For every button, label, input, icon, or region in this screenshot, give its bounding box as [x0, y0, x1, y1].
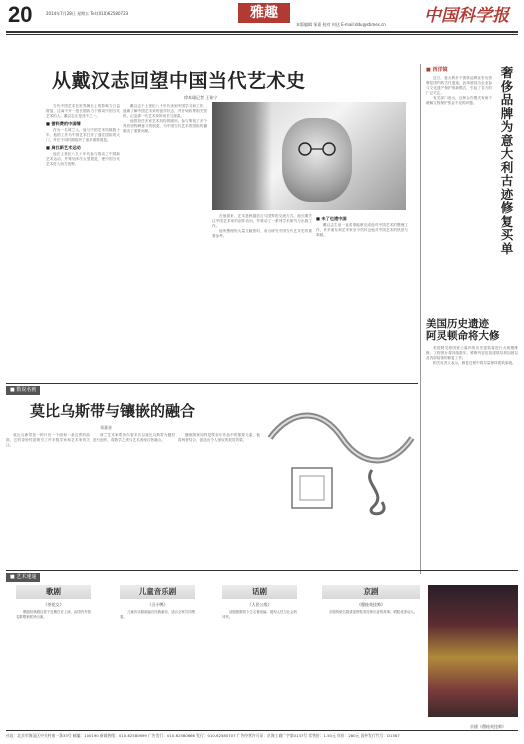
main-byline: 徐本瑜记者 王象宁: [184, 95, 218, 100]
event-card-head: 儿童音乐剧: [120, 585, 195, 599]
article2-headline: 莫比乌斯带与镶嵌的融合: [30, 402, 196, 420]
event-card-head: 京剧: [322, 585, 420, 599]
article2-text-col-3: 镶嵌图案同样是埃舍尔作品中的重要元素，他将两者结合，创造出令人惊叹的视觉效果。: [178, 433, 260, 442]
peking-opera-photo: [428, 585, 518, 717]
photo-caption: 京剧《穆桂英挂帅》: [470, 724, 506, 729]
subhead-3: ■ 未了也遗中国: [316, 216, 347, 221]
subhead-1: ■ 誉料费的中国情: [46, 121, 81, 126]
article2-byline: 邓嘉音: [100, 425, 112, 430]
footer-rule: [6, 730, 518, 731]
art-board-tag: ■ 艺术速递: [6, 573, 40, 582]
mobius-illustration: [262, 398, 418, 522]
main-text-col-4: ■ 未了也遗中国 戴汉志生前一直希望能够完成他对中国艺术的整理工作，许多朋友和艺术家至今仍怀念他对中国艺术的热爱与奉献。: [316, 216, 408, 237]
sidebar-second-title: 美国历史遗迹 阿灵顿命将大修: [426, 318, 500, 342]
event-card-title: 《丑小鸭》: [147, 602, 168, 607]
event-card-title: 《人民公敌》: [247, 602, 272, 607]
event-card-title: 《茶花女》: [43, 602, 64, 607]
event-card-drama[interactable]: [222, 585, 297, 723]
masthead-logo: 中国科学报: [424, 6, 509, 26]
dateline: 2014年7月28日 星期五 Tel:(010)62580723: [46, 11, 129, 16]
event-card-text: 京剧传统名剧讲述穆桂英挂帅出征的故事，唱腔优美动人。: [329, 610, 418, 614]
section-rule: [6, 383, 418, 384]
glasses-icon: [294, 142, 340, 156]
event-card-head: 话剧: [222, 585, 297, 599]
sidebar-text-2: 美国阿灵顿国家公墓内的历史建筑将进行大规模维修，工程预计将持续数年。维修内容包括建筑结构加固以及内部装饰的修复工作。 相关负责人表示，修复过程中将尽量保持建筑原貌。: [426, 346, 518, 365]
article2-text-col-1: 莫比乌斯带是一种只有一个面和一条边界的曲面，它的奇妙性质吸引了许多数学家和艺术家的关注。: [6, 433, 90, 447]
footer-info: 社址：北京市海淀区中关村南一条33号 邮编：100190 新闻热线：010-62580699 广告发行：010-62580666 发行：010-62580707 广告经营许可证：京海工商广字第0137号 零售价：1.50元 年价：280元 国外发行代号：D1587: [6, 733, 400, 738]
article2-text-col-2: 荷兰艺术家埃舍尔曾多次以莫比乌斯带为题材进行创作，将数学之美与艺术表现巧妙融合。: [93, 433, 175, 442]
event-card-text: 歌剧经典剧目将于近期在京上演，由国内外知名歌唱家联袂出演。: [16, 610, 91, 619]
main-text-col-1: 当代中国艺术在世界舞台上的影响力日益增加，这离不开一批长期致力于推动中国当代艺术的人。戴汉志正是其中之一。 ■ 誉料费的中国情 作为一名荷兰人，他与中国艺术结缘数十年，他的工作为中国艺术打开了通往国际的大门，并在不同时期组织了诸多重要展览。 ■ 肩扛新艺术运动 他在上世纪八九十年代参与推动了中国新艺术运动，并策划多次大型展览，使中国当代艺术进入西方视野。: [46, 104, 120, 166]
sidebar-vertical-title: 奢侈品牌为意大利古迹修复买单: [500, 65, 514, 256]
event-card-text: 儿童音乐剧改编自经典童话，适合全家共同观看。: [120, 610, 195, 619]
article2-tag: ■ 数说名画: [6, 386, 40, 395]
header-rule-thin: [6, 34, 518, 35]
art-board-rule: [6, 570, 518, 571]
column-divider: [420, 64, 421, 574]
event-card-musical[interactable]: [120, 585, 195, 723]
main-headline: 从戴汉志回望中国当代艺术史: [52, 70, 306, 92]
section-label: 雅趣: [238, 3, 290, 23]
event-card-text: 话剧根据易卜生名著改编，展现人性与社会的冲突。: [222, 610, 297, 619]
editor-info: 本版编辑 邹嘉 校对 何达 E-mail:ddu@stimes.cn: [296, 22, 386, 27]
header-rule: [6, 31, 518, 33]
portrait-shadow: [212, 102, 272, 210]
event-card-title: 《穆桂英挂帅》: [357, 602, 385, 607]
sidebar-text-1: 近日，意大利多个奢侈品牌宣布出资修复国内的古代遗迹。此举被视为企业参与文化遗产保护的新模式，引起了各方的广泛关注。 有关部门表示，这种合作模式有助于缓解文物保护资金不足的问题。: [426, 76, 492, 105]
page-number: 20: [8, 2, 33, 27]
event-card-head: 歌剧: [16, 585, 91, 599]
main-text-col-3: 在他看来，艺术是跨越语言与国界的交流方式。他长期关注中国艺术家的创作动向，并推动了一系列学术研究与出版工作。 他所整理的大量文献资料，成为研究中国当代艺术史的重要参考。: [212, 214, 312, 238]
portrait-face: [282, 118, 352, 202]
event-card-peking-opera[interactable]: [322, 585, 420, 723]
subhead-2: ■ 肩扛新艺术运动: [46, 145, 81, 150]
main-text-col-2: 戴汉志于上世纪八十年代来到中国学习和工作，逐渐了解中国艺术家的创作状态，并开始收集相关资料，记录那一代艺术家的成长与探索。 他曾担任多家艺术机构的顾问，参与策划了多个具有里程碑意义的展览，为中国当代艺术的国际传播做出了重要贡献。: [123, 104, 207, 133]
sidebar-tag: ■ 西洋镜: [426, 67, 448, 73]
event-card-opera[interactable]: [16, 585, 91, 723]
